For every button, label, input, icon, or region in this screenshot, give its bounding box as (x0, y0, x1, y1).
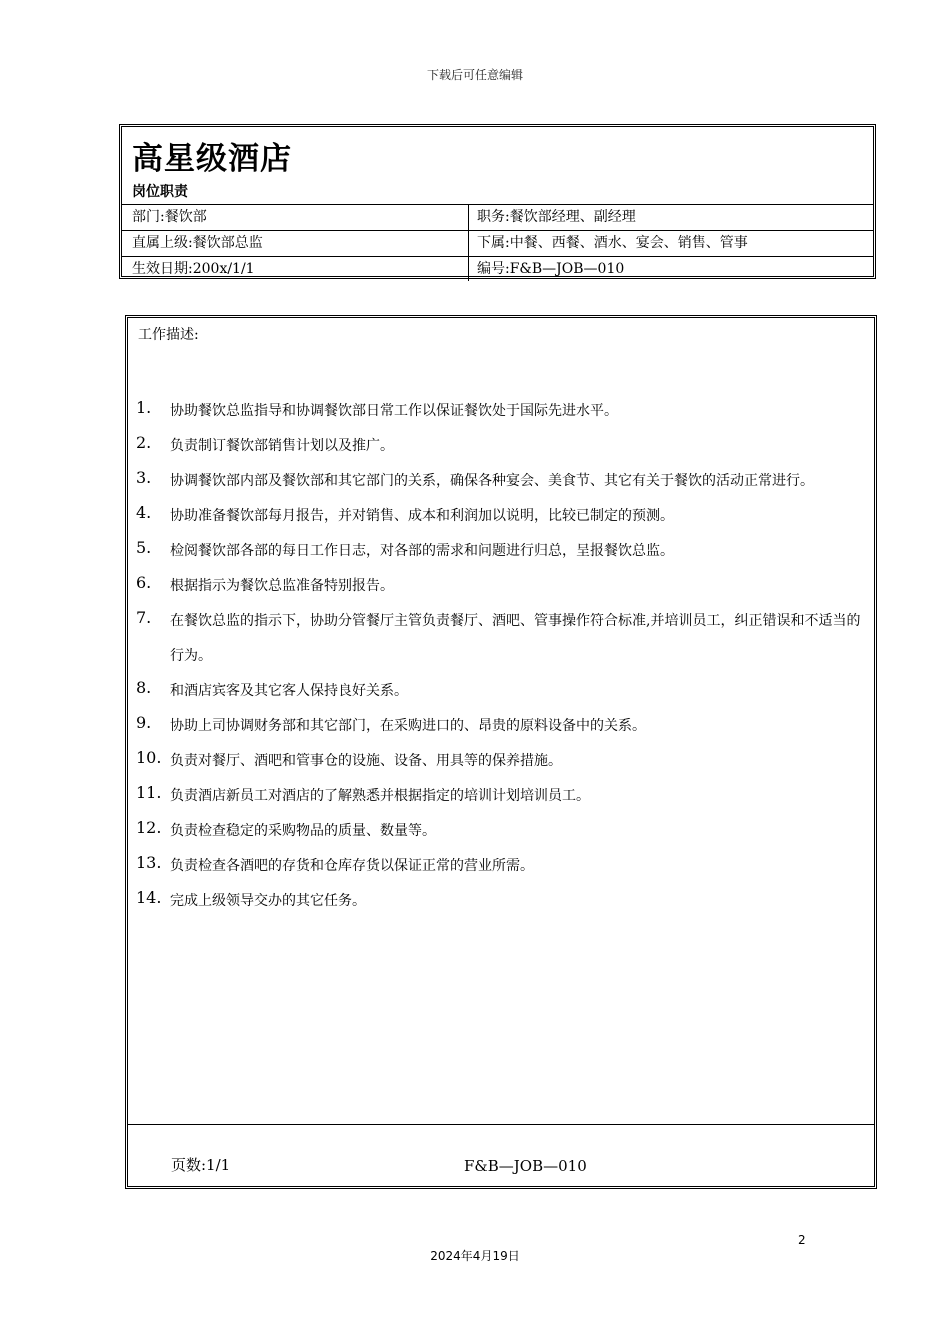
duty-text: 完成上级领导交办的其它任务。 (170, 893, 366, 909)
duty-item (136, 814, 871, 849)
footer-document-code: F&B—JOB—010 (464, 1157, 587, 1175)
duty-number: 13. (136, 853, 162, 872)
info-row-effective (122, 257, 873, 281)
duty-item (136, 569, 871, 604)
duty-item (136, 849, 871, 884)
document-code-cell: 编号:F&B—JOB—010 (477, 261, 625, 277)
job-description-box (125, 315, 877, 1189)
document-type: 岗位职责 (132, 184, 188, 200)
footer-divider (128, 1124, 874, 1125)
position-cell: 职务:餐饮部经理、副经理 (477, 209, 636, 225)
subordinates-cell: 下属:中餐、西餐、酒水、宴会、销售、管事 (477, 235, 748, 251)
duty-text: 在餐饮总监的指示下，协助分管餐厅主管负责餐厅、酒吧、管事操作符合标准,并培训员工，纠正错误和不适当的行为。 (170, 613, 861, 664)
duty-text: 检阅餐饮部各部的每日工作日志，对各部的需求和问题进行归总，呈报餐饮总监。 (170, 543, 674, 559)
duty-item (136, 394, 871, 429)
duty-item (136, 709, 871, 744)
duty-text: 负责对餐厅、酒吧和管事仓的设施、设备、用具等的保养措施。 (170, 753, 562, 769)
duty-number: 9. (136, 713, 152, 732)
duty-list (136, 394, 871, 919)
duty-number: 10. (136, 748, 162, 767)
department-cell: 部门:餐饮部 (122, 205, 469, 230)
duty-text: 根据指示为餐饮总监准备特别报告。 (170, 578, 394, 594)
duty-number: 8. (136, 678, 152, 697)
duty-number: 4. (136, 503, 152, 522)
duty-item (136, 604, 871, 674)
footer-date: 2024年4月19日 (430, 1249, 520, 1263)
duty-item (136, 744, 871, 779)
duty-text: 负责检查各酒吧的存货和仓库存货以保证正常的营业所需。 (170, 858, 534, 874)
duty-number: 12. (136, 818, 162, 837)
duty-item (136, 884, 871, 919)
info-row-department (122, 205, 873, 231)
duty-number: 2. (136, 433, 152, 452)
supervisor-cell: 直属上级:餐饮部总监 (122, 231, 469, 256)
effective-date-cell: 生效日期:200x/1/1 (122, 257, 469, 281)
duty-item (136, 674, 871, 709)
hotel-name: 高星级酒店 (132, 141, 292, 177)
duty-text: 负责制订餐饮部销售计划以及推广。 (170, 438, 394, 454)
duty-item (136, 429, 871, 464)
duty-text: 协助上司协调财务部和其它部门，在采购进口的、昂贵的原料设备中的关系。 (170, 718, 646, 734)
duty-number: 11. (136, 783, 162, 802)
duty-text: 协助餐饮总监指导和协调餐饮部日常工作以保证餐饮处于国际先进水平。 (170, 403, 618, 419)
page-number: 2 (798, 1233, 806, 1247)
duty-text: 负责检查稳定的采购物品的质量、数量等。 (170, 823, 436, 839)
duty-number: 7. (136, 608, 152, 627)
description-label: 工作描述: (138, 327, 199, 343)
duty-text: 协调餐饮部内部及餐饮部和其它部门的关系，确保各种宴会、美食节、其它有关于餐饮的活动正常进行。 (170, 473, 814, 489)
header-table (119, 124, 876, 279)
duty-number: 14. (136, 888, 162, 907)
duty-text: 协助准备餐饮部每月报告，并对销售、成本和利润加以说明，比较已制定的预测。 (170, 508, 674, 524)
duty-number: 3. (136, 468, 152, 487)
duty-text: 负责酒店新员工对酒店的了解熟悉并根据指定的培训计划培训员工。 (170, 788, 590, 804)
top-note: 下载后可任意编辑 (426, 68, 523, 82)
duty-item (136, 499, 871, 534)
duty-item (136, 779, 871, 814)
duty-item (136, 464, 871, 499)
duty-number: 1. (136, 398, 152, 417)
info-row-supervisor (122, 231, 873, 257)
duty-number: 5. (136, 538, 152, 557)
duty-item (136, 534, 871, 569)
page-count: 页数:1/1 (171, 1156, 231, 1174)
duty-text: 和酒店宾客及其它客人保持良好关系。 (170, 683, 408, 699)
duty-number: 6. (136, 573, 152, 592)
title-area (122, 127, 873, 205)
